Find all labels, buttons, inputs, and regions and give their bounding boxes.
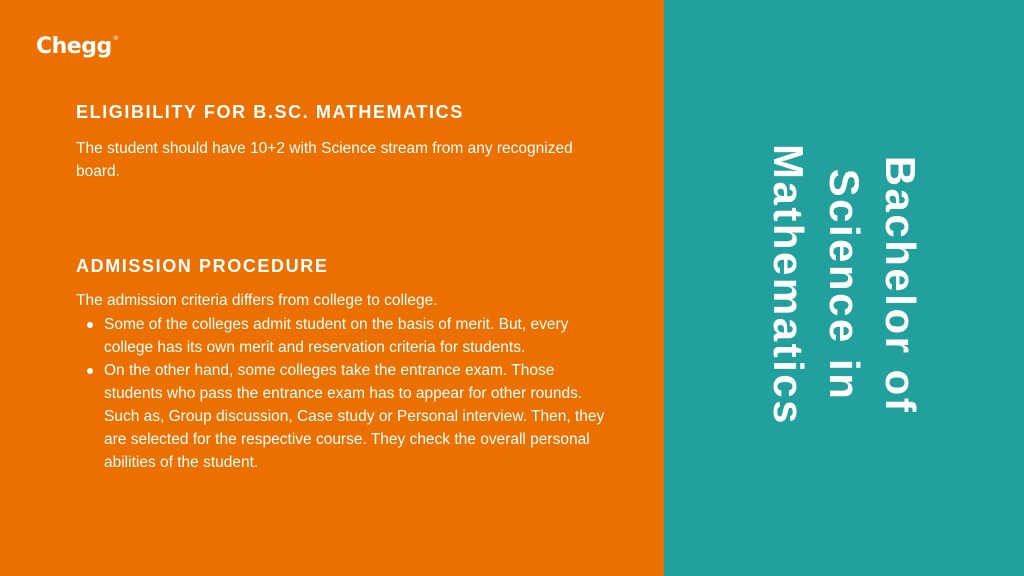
title-line-3: Mathematics bbox=[765, 144, 812, 426]
bullet-icon bbox=[87, 322, 93, 328]
bullet-icon bbox=[87, 368, 93, 374]
title-line-1: Bachelor of bbox=[877, 155, 924, 415]
title-line-2: Science in bbox=[821, 168, 868, 402]
registered-mark: ® bbox=[112, 35, 119, 42]
bullet-text: On the other hand, some colleges take the entrance exam. Those students who pass the entrance exam has to appear for other rounds. Such as, Group discussion, Case study or Personal interview. Then, they are selected for the respective course. They check the overall personal abilities of the student. bbox=[104, 362, 605, 471]
logo-text: Chegg bbox=[36, 34, 112, 59]
eligibility-text: The student should have 10+2 with Science stream from any recognized board. bbox=[76, 140, 573, 180]
admission-bullet-list bbox=[76, 313, 616, 474]
bullet-text: Some of the colleges admit student on the basis of merit. But, every college has its own merit and reservation criteria for students. bbox=[104, 316, 569, 356]
admission-intro: The admission criteria differs from college to college. bbox=[76, 292, 438, 309]
eligibility-heading: ELIGIBILITY FOR B.SC. MATHEMATICS bbox=[76, 102, 464, 122]
vertical-title bbox=[760, 144, 928, 426]
admission-heading: ADMISSION PROCEDURE bbox=[76, 256, 329, 276]
title-panel bbox=[664, 0, 1024, 576]
chegg-logo bbox=[36, 36, 118, 58]
list-item bbox=[76, 313, 616, 359]
list-item bbox=[76, 359, 616, 474]
